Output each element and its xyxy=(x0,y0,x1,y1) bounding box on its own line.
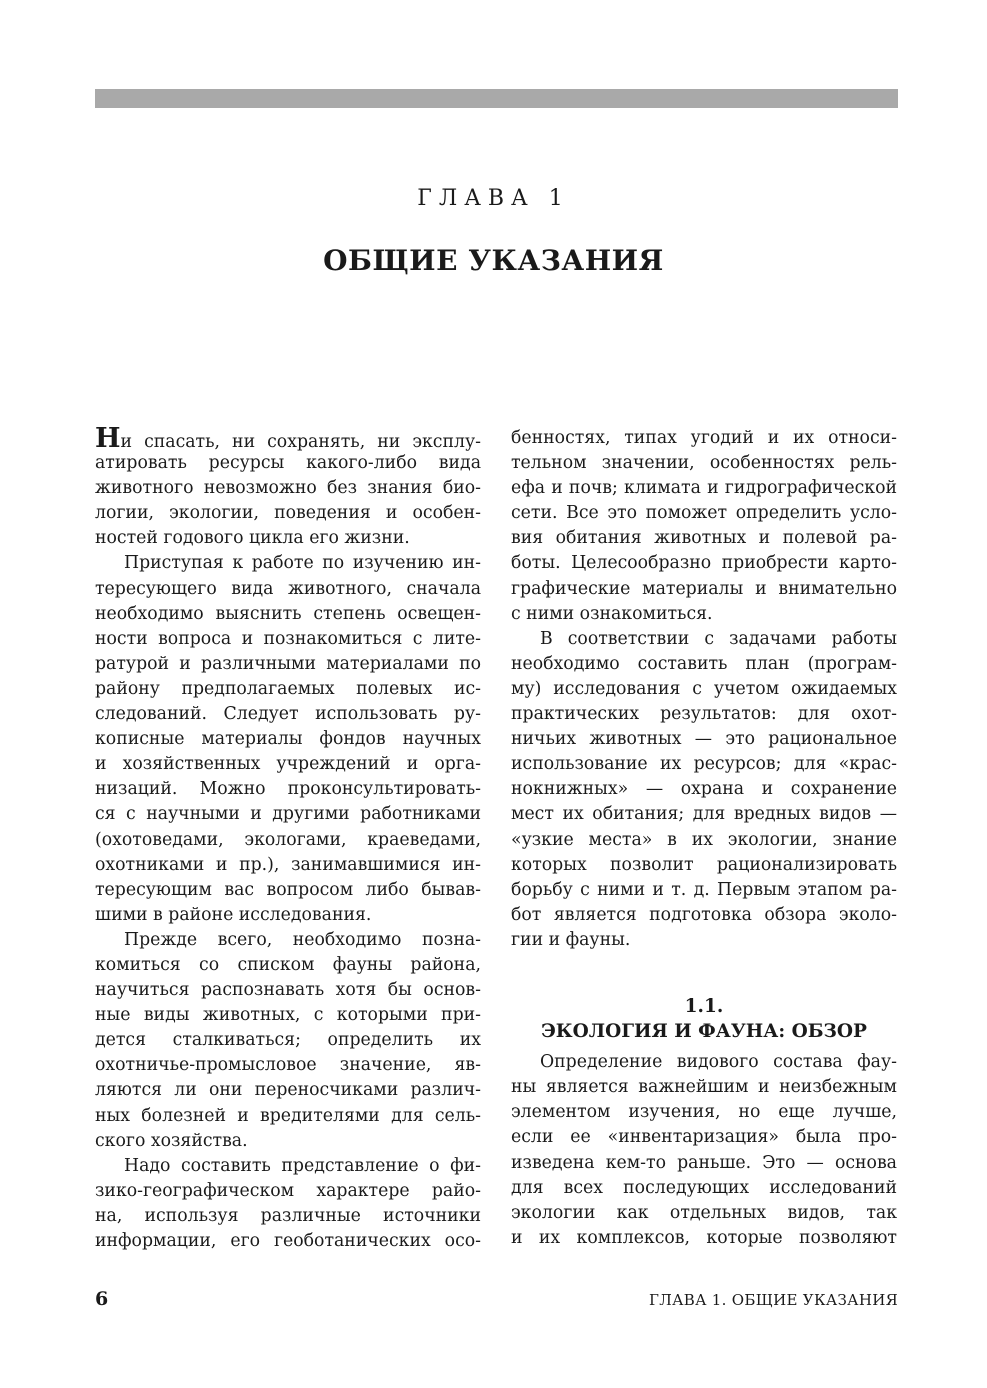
text-line: тельном значении, особенностях рель- xyxy=(511,453,897,474)
text-line: ляются ли они переносчиками различ- xyxy=(95,1080,481,1101)
text-line: атировать ресурсы какого-либо вида xyxy=(95,453,481,474)
text-line: Приступая к работе по изучению ин- xyxy=(124,553,481,574)
text-line: практических результатов: для охот- xyxy=(511,704,897,725)
left-column xyxy=(95,423,481,1254)
text-line: му) исследования с учетом ожидаемых xyxy=(511,678,897,699)
text-line: научиться распознавать хотя бы основ- xyxy=(95,980,481,1001)
text-line: кописные материалы фондов научных xyxy=(95,729,481,750)
text-line: логии, экологии, поведения и особен- xyxy=(95,503,481,524)
text-line: комиться со списком фауны района, xyxy=(95,954,481,975)
section-title: ЭКОЛОГИЯ И ФАУНА: ОБЗОР xyxy=(541,1021,867,1043)
text-line: и хозяйственных учреждений и орга- xyxy=(95,754,481,775)
text-line: боты. Целесообразно приобрести карто- xyxy=(511,553,897,574)
text-line: шими в районе исследования. xyxy=(95,904,372,925)
text-line: охотниками и пр.), занимавшимися ин- xyxy=(95,854,481,875)
drop-cap: Н xyxy=(95,423,121,454)
text-line: и их комплексов, которые позволяют xyxy=(511,1227,897,1248)
text-line: следований. Следует использовать ру- xyxy=(95,704,481,725)
text-line: бенностях, типах угодий и их относи- xyxy=(511,428,897,448)
text-line: району предполагаемых полевых ис- xyxy=(95,678,481,699)
page-number: 6 xyxy=(95,1288,109,1310)
text-line: дется сталкиваться; определить их xyxy=(95,1030,481,1051)
text-line: тересующего вида животного, сначала xyxy=(95,578,481,599)
text-line: необходимо составить план (програм- xyxy=(511,653,897,674)
chapter-label: ГЛАВА 1 xyxy=(417,186,570,211)
text-line: ского хозяйства. xyxy=(95,1130,248,1151)
text-line: ничьих животных — это рациональное xyxy=(511,729,897,750)
text-line: Прежде всего, необходимо позна- xyxy=(124,929,481,950)
text-line: В соответствии с задачами работы xyxy=(540,628,897,649)
text-line: информации, его геоботанических осо- xyxy=(95,1231,481,1251)
text-line: экологии как отдельных видов, так xyxy=(511,1202,897,1223)
text-line: сети. Все это поможет определить усло- xyxy=(511,503,897,524)
text-line: ности вопроса и познакомиться с лите- xyxy=(95,628,481,649)
text-line: «узкие места» в их экологии, знание xyxy=(511,829,897,850)
text-line-content: и спасать, ни сохранять, ни эксплу- xyxy=(120,432,481,452)
text-line: тересующим вас вопросом либо бывав- xyxy=(95,879,481,900)
text-line: элементом изучения, но еще лучше, xyxy=(511,1102,897,1123)
text-line: если ее «инвентаризация» была про- xyxy=(511,1127,897,1148)
text-line: бот является подготовка обзора эколо- xyxy=(511,904,897,925)
text-line: графические материалы и внимательно xyxy=(511,578,897,599)
text-line: охотничье-промысловое значение, яв- xyxy=(95,1055,481,1076)
right-column xyxy=(511,426,897,1251)
text-line xyxy=(95,423,481,454)
text-line: гии и фауны. xyxy=(511,929,631,950)
text-line: животного невозможно без знания био- xyxy=(95,478,481,499)
text-line: борьбу с ними и т. д. Первым этапом ра- xyxy=(511,879,897,900)
text-line: Надо составить представление о фи- xyxy=(124,1155,481,1176)
text-line: которых позволит рационализировать xyxy=(511,854,897,875)
text-line: (охотоведами, экологами, краеведами, xyxy=(95,829,481,850)
text-line: вия обитания животных и полевой ра- xyxy=(511,528,897,549)
text-line: необходимо выяснить степень освещен- xyxy=(95,603,481,624)
text-line: изведена кем-то раньше. Это — основа xyxy=(511,1152,897,1173)
text-line: для всех последующих исследований xyxy=(511,1177,897,1198)
text-line: ратурой и различными материалами по xyxy=(95,653,481,674)
top-decorative-bar xyxy=(95,89,898,108)
running-header: ГЛАВА 1. ОБЩИЕ УКАЗАНИЯ xyxy=(649,1291,898,1309)
section-number: 1.1. xyxy=(684,995,724,1017)
text-line: ся с научными и другими работниками xyxy=(95,804,481,825)
text-line: ные виды животных, с которыми при- xyxy=(95,1005,481,1026)
text-line: с ними ознакомиться. xyxy=(511,603,713,624)
chapter-title: ОБЩИЕ УКАЗАНИЯ xyxy=(323,244,664,277)
text-line: использование их ресурсов; для «крас- xyxy=(511,754,897,775)
text-line: ностей годового цикла его жизни. xyxy=(95,528,410,549)
section-spacer xyxy=(511,953,897,992)
text-line: ных болезней и вредителями для сель- xyxy=(95,1105,481,1126)
text-line: зико-географическом характере райо- xyxy=(95,1180,481,1201)
text-line: Определение видового состава фау- xyxy=(540,1052,897,1073)
text-line: ны является важнейшим и неизбежным xyxy=(511,1077,897,1098)
text-line: мест их обитания; для вредных видов — xyxy=(511,804,897,825)
text-line: на, используя различные источники xyxy=(95,1205,481,1226)
text-line: нокнижных» — охрана и сохранение xyxy=(511,779,897,800)
text-line: низаций. Можно проконсультировать- xyxy=(95,779,481,800)
text-line: ефа и почв; климата и гидрографической xyxy=(511,478,897,499)
